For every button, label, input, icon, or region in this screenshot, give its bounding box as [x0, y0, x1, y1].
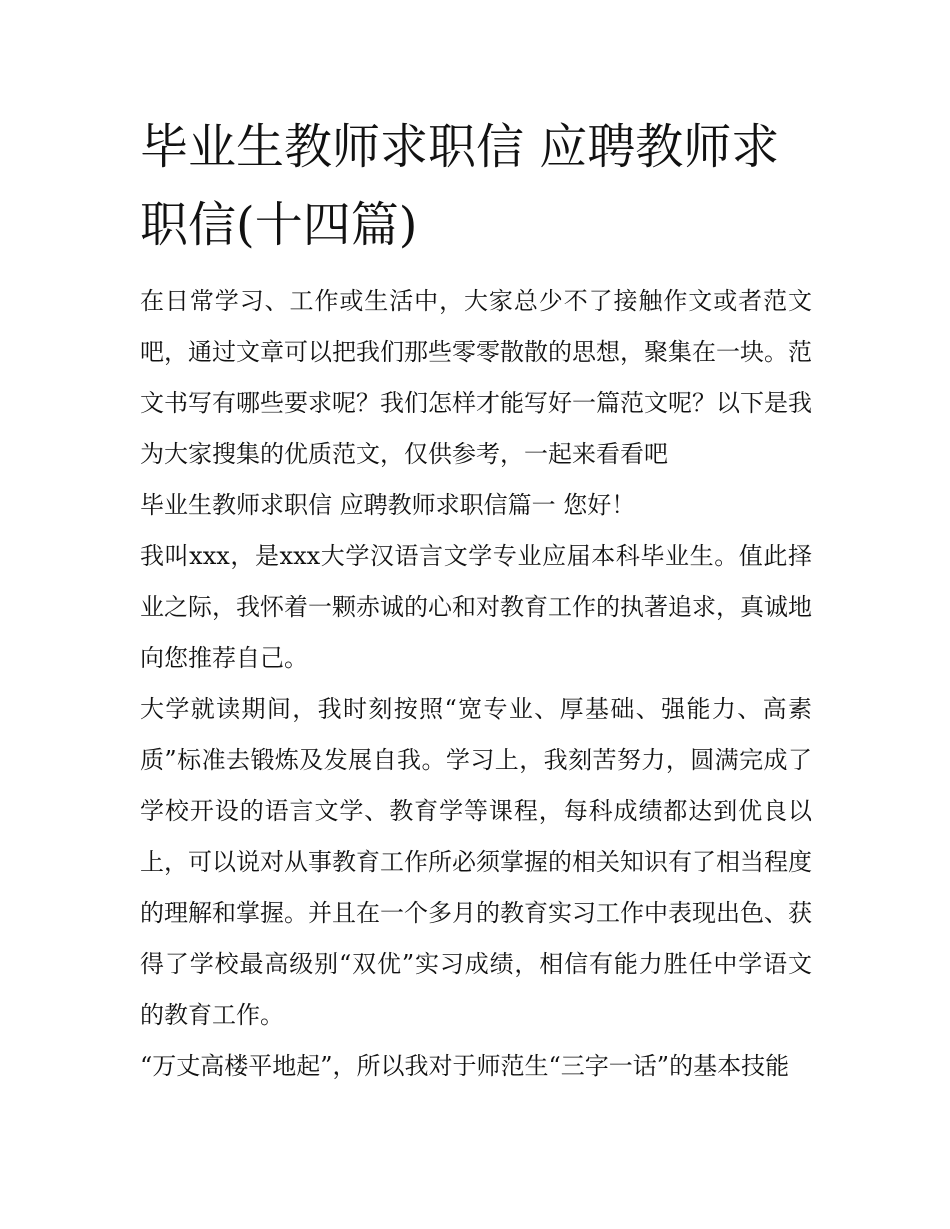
paragraph-study: 大学就读期间，我时刻按照“宽专业、厚基础、强能力、高素质”标准去锻炼及发展自我。学习上，我刻苦努力，圆满完成了学校开设的语言文学、教育学等课程，每科成绩都达到优良以上，可以说对从事教育工作所必须掌握的相关知识有了相当程度的理解和掌握。并且在一个多月的教育实习工作中表现出色、获得了学校最高级别“双优”实习成绩，相信有能力胜任中学语文的教育工作。 [140, 695, 812, 1029]
paragraph-self-intro: 我叫xxx，是xxx大学汉语言文学专业应届本科毕业生。值此择业之际，我怀着一颗赤诚的心和对教育工作的执著追求，真诚地向您推荐自己。 [140, 542, 812, 672]
document-page [140, 108, 812, 1092]
document-title: 毕业生教师求职信 应聘教师求职信(十四篇) [140, 119, 780, 253]
paragraph-intro: 在日常学习、工作或生活中，大家总少不了接触作文或者范文吧，通过文章可以把我们那些零零散散的思想，聚集在一块。范文书写有哪些要求呢？我们怎样才能写好一篇范文呢？以下是我为大家搜集的优质范文，仅供参考，一起来看看吧 [140, 287, 812, 468]
paragraph-letter-heading: 毕业生教师求职信 应聘教师求职信篇一 您好！ [140, 491, 636, 519]
paragraph-skills: “万丈高楼平地起”，所以我对于师范生“三字一话”的基本技能 [140, 1052, 790, 1080]
